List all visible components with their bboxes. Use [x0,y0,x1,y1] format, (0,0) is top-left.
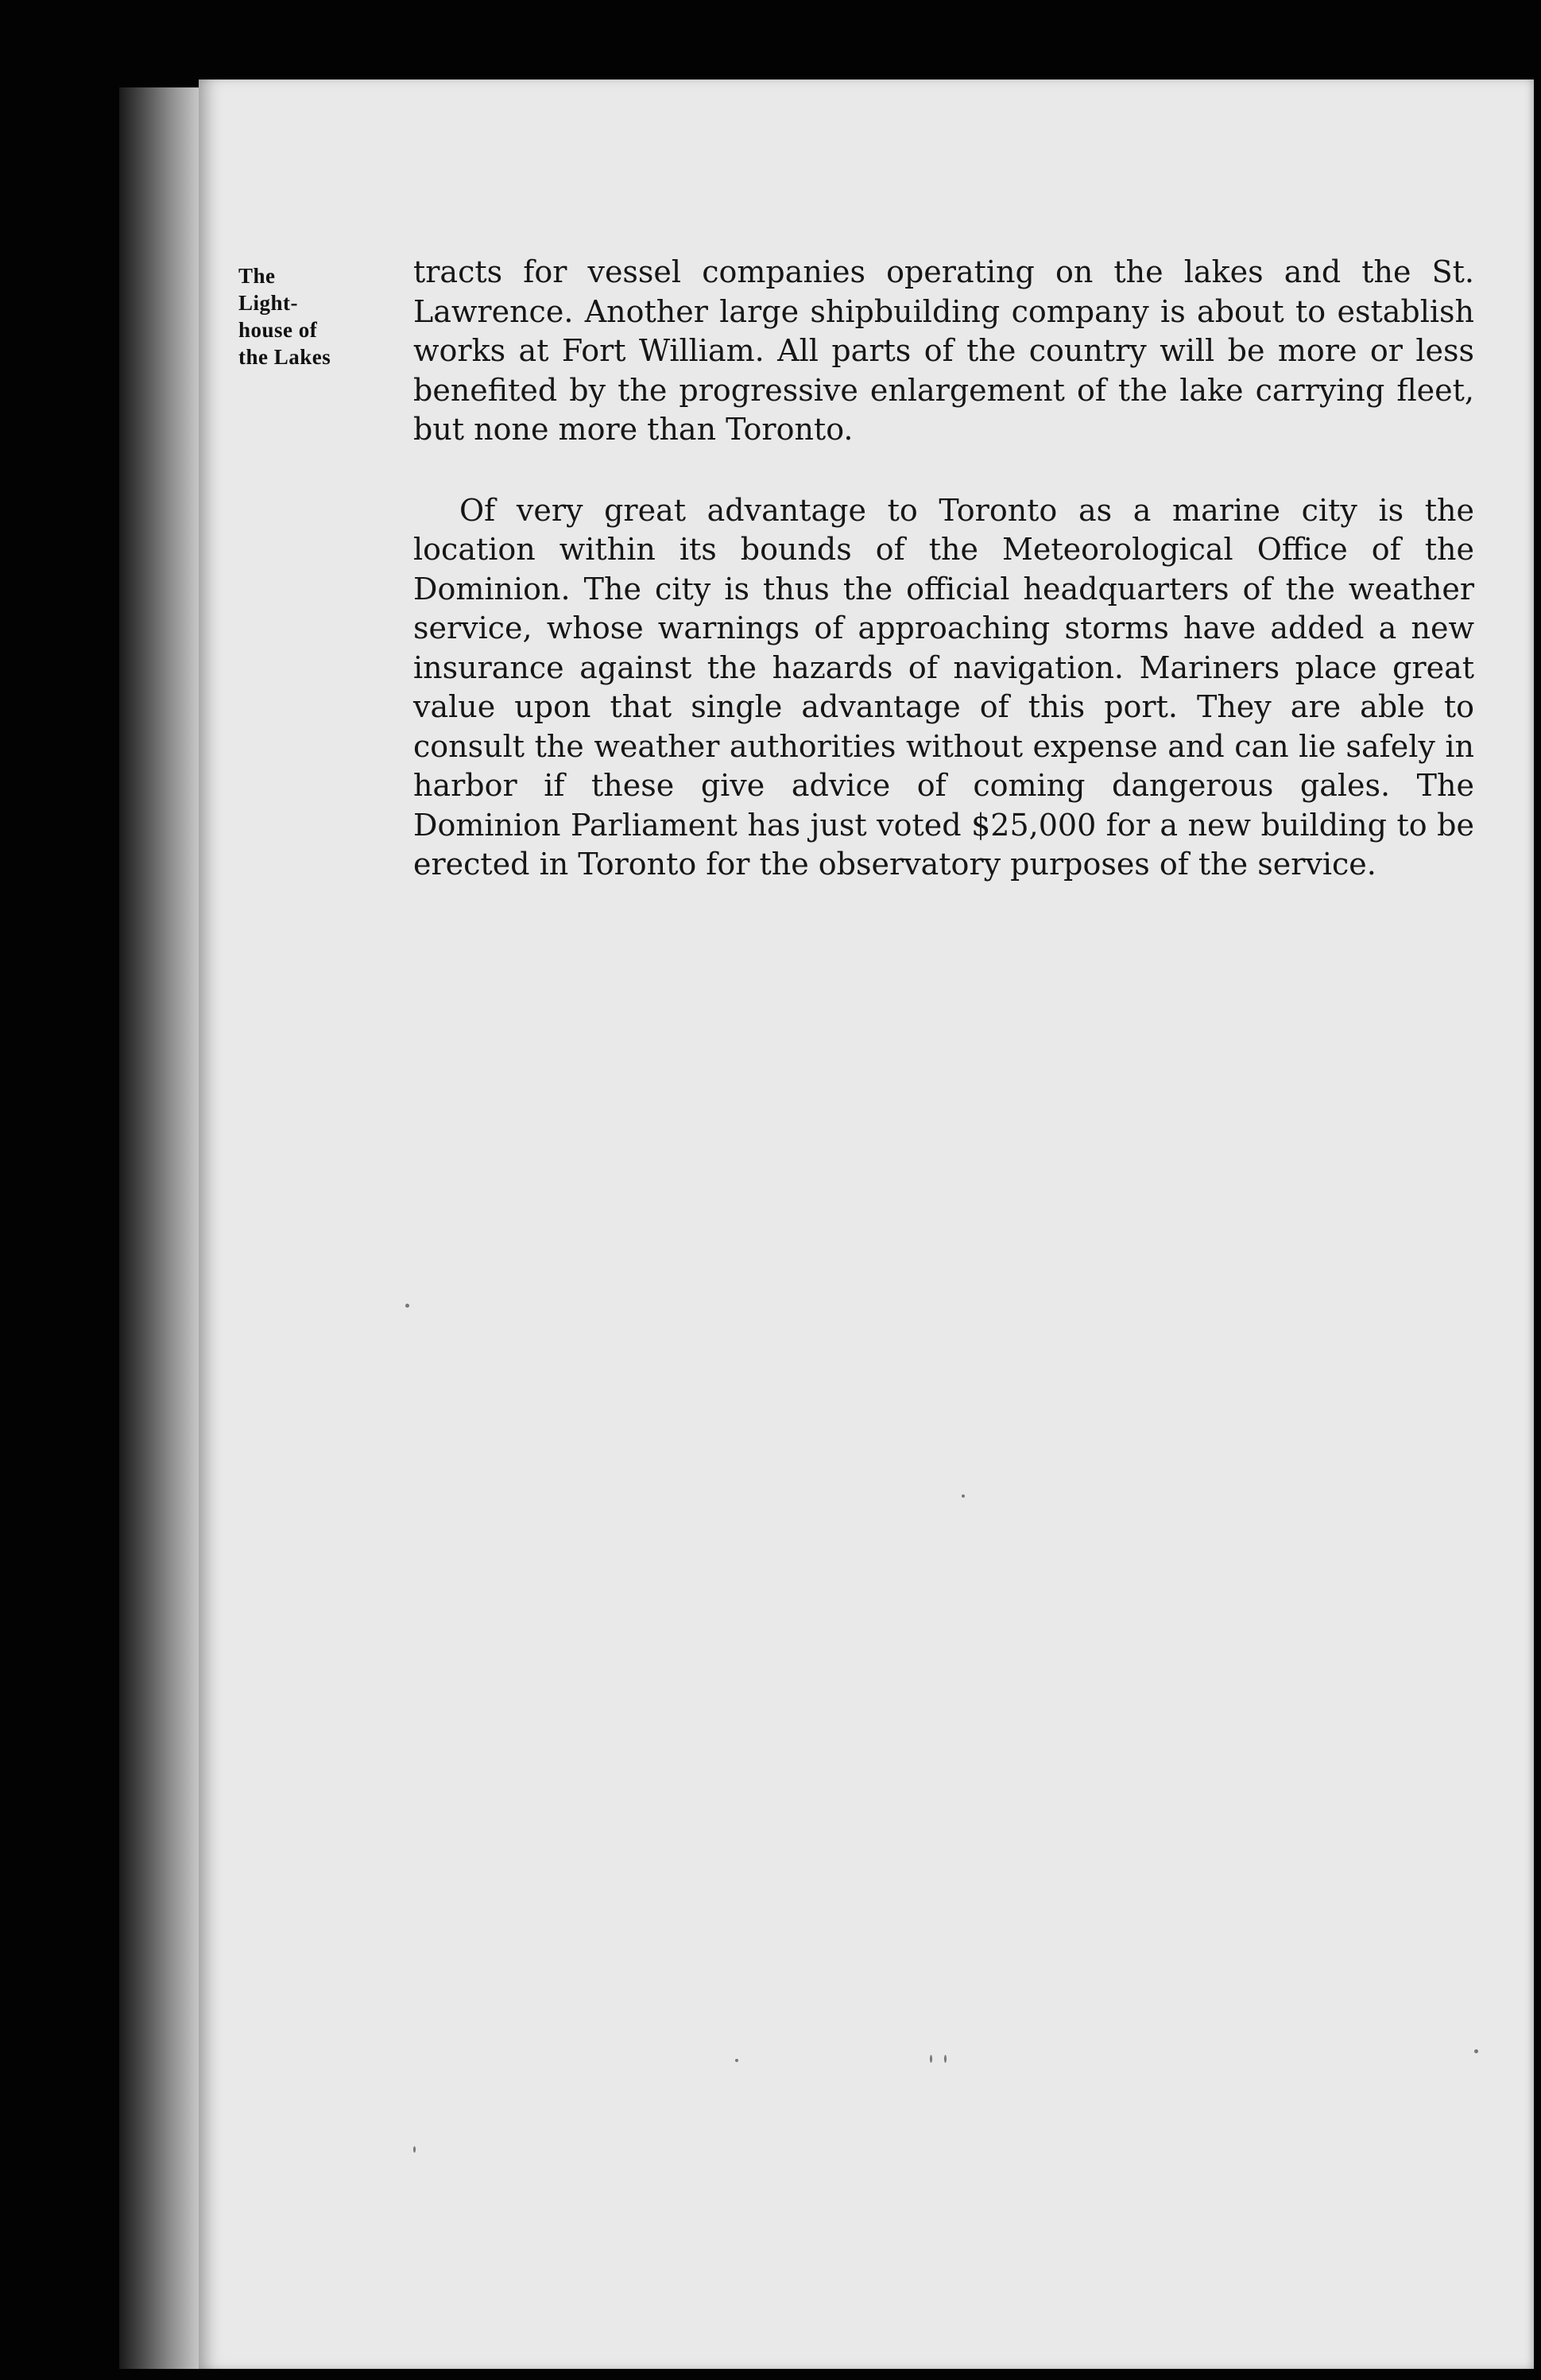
paragraph-2: Of very great advantage to Toronto as a marine city is the location within its bounds of the Meteorological Office of the Dominion. The city is thus the official headquarters of the weather service, whose warnings of approaching storms have added a new insurance against the hazards of navigation. Mariners place great value upon that single advantage of this port. They are able to consult the weather authorities without expense and can lie safely in harbor if these give advice of coming dangerous gales. The Dominion Parliament has just voted $25,000 for a new building to be erected in Toronto for the observatory purposes of the service. [413,492,1474,882]
scan-speck [1474,2049,1478,2053]
sidenote-line: the Lakes [238,345,331,369]
sidenote-line: Light- [238,291,299,315]
margin-sidenote [238,262,397,370]
scan-speck [962,1494,965,1498]
scan-speck [944,2055,947,2063]
paragraph-1: tracts for vessel companies operating on the lakes and the St. Lawrence. Another large shipbuilding company is about to establish works at Fort William. All parts of the country will be more or less benefited by the progressive enlargement of the lake carrying fleet, but none more than Toronto. [413,254,1474,447]
sidenote-line: The [238,264,276,288]
sidenote-line: house of [238,318,318,342]
scan-speck [413,2146,416,2153]
scan-speck [405,1304,409,1308]
scan-speck [930,2055,932,2063]
scan-speck [735,2059,738,2062]
body-text [413,253,1474,885]
